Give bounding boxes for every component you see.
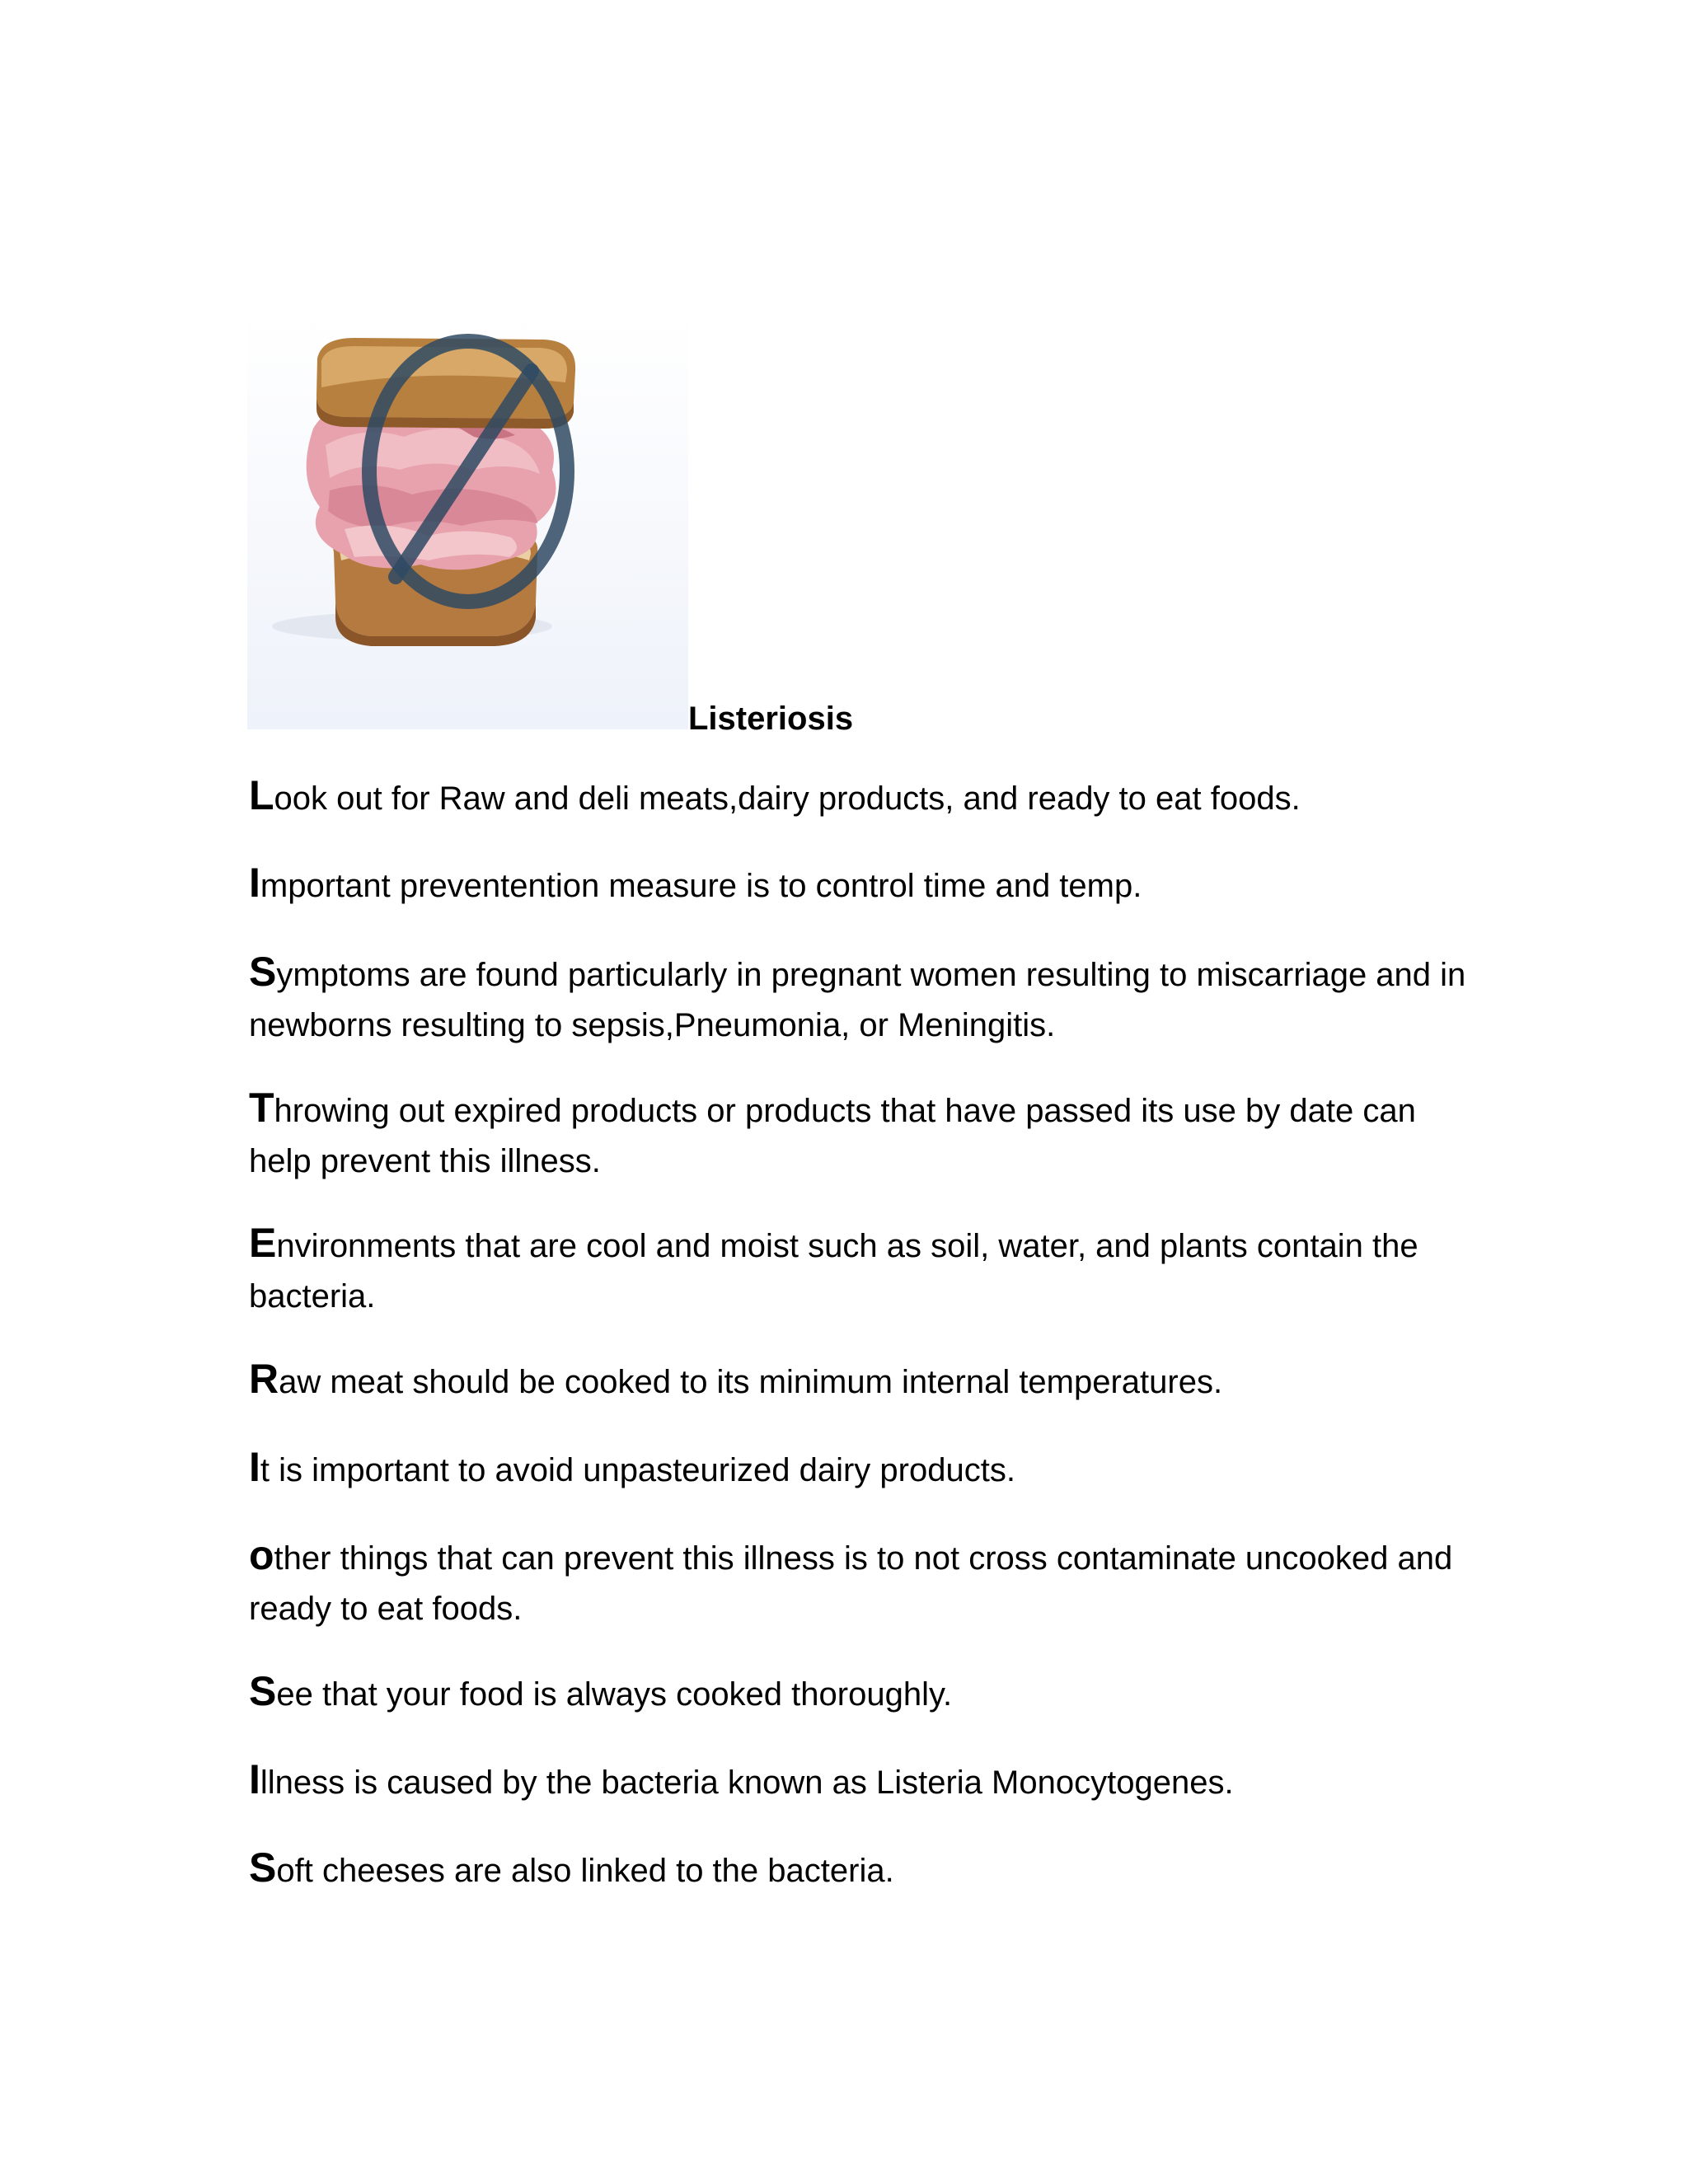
line-text: ymptoms are found particularly in pregnant women resulting to miscarriage and in newborns resulting to sepsis,Pneumonia, or Meningitis.	[249, 957, 1466, 1043]
acrostic-line-l	[249, 771, 1469, 824]
acrostic-line-i	[249, 858, 1469, 912]
line-text: oft cheeses are also linked to the bacteria.	[276, 1853, 894, 1889]
page-title: Listeriosis	[688, 701, 854, 737]
line-text: llness is caused by the bacteria known as Listeria Monocytogenes.	[260, 1765, 1234, 1801]
initial-letter: I	[249, 1756, 260, 1802]
initial-letter: I	[249, 860, 260, 906]
acrostic-line-i2	[249, 1442, 1469, 1496]
line-text: mportant preventention measure is to control time and temp.	[260, 868, 1142, 904]
sandwich-prohibited-illustration	[247, 313, 688, 729]
acrostic-line-t	[249, 1083, 1469, 1187]
acrostic-line-s	[249, 947, 1469, 1051]
initial-letter: o	[249, 1532, 274, 1578]
acrostic-line-s2	[249, 1666, 1469, 1720]
acrostic-line-i3	[249, 1755, 1469, 1808]
no-deli-meat-image	[247, 313, 688, 729]
line-text: t is important to avoid unpasteurized dairy products.	[260, 1452, 1015, 1488]
line-text: ee that your food is always cooked thoroughly.	[276, 1676, 953, 1713]
line-text: ook out for Raw and deli meats,dairy products, and ready to eat foods.	[274, 780, 1301, 817]
initial-letter: S	[249, 1668, 277, 1714]
initial-letter: S	[249, 949, 277, 995]
acrostic-line-r	[249, 1354, 1469, 1408]
acrostic-line-e	[249, 1218, 1469, 1322]
initial-letter: L	[249, 772, 274, 818]
initial-letter: T	[249, 1085, 274, 1131]
initial-letter: I	[249, 1444, 260, 1490]
line-text: hrowing out expired products or products that have passed its use by date can help prevent this illness.	[249, 1093, 1416, 1179]
line-text: nvironments that are cool and moist such as soil, water, and plants contain the bacteria.	[249, 1228, 1418, 1315]
initial-letter: E	[249, 1220, 277, 1266]
initial-letter: S	[249, 1844, 277, 1891]
initial-letter: R	[249, 1356, 279, 1402]
line-text: aw meat should be cooked to its minimum internal temperatures.	[279, 1364, 1223, 1400]
line-text: ther things that can prevent this illness is to not cross contaminate uncooked and ready to eat foods.	[249, 1540, 1453, 1627]
acrostic-line-s3	[249, 1843, 1469, 1896]
acrostic-line-o	[249, 1530, 1469, 1634]
